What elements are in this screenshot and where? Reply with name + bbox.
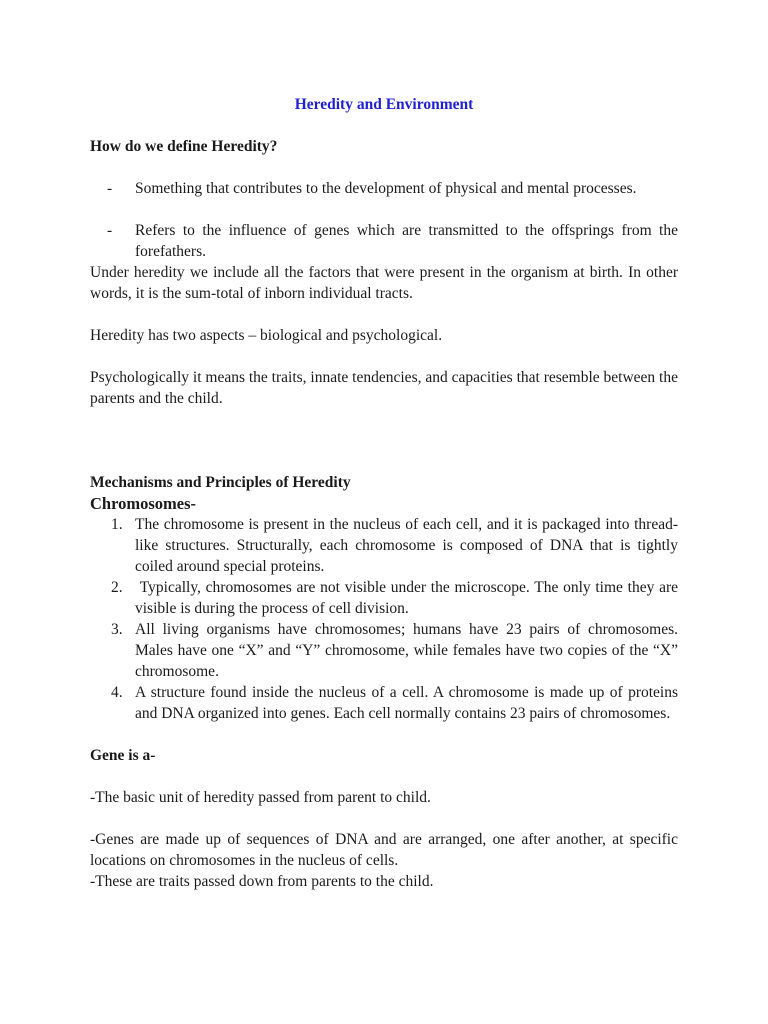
heredity-paragraph: Under heredity we include all the factors that were present in the organism at birth. In other words, it is the sum-total of inborn individual tracts.	[90, 264, 678, 302]
chromosome-list	[90, 514, 682, 724]
list-item-text: A structure found inside the nucleus of a cell. A chromosome is made up of proteins and DNA organized into genes. Each cell normally contains 23 pairs of chromosomes.	[135, 684, 678, 722]
gene-heading: Gene is a-	[90, 747, 156, 764]
spacer	[90, 724, 678, 745]
list-number: 1.	[111, 516, 123, 533]
document-title: Heredity and Environment	[294, 96, 474, 113]
spacer	[90, 115, 678, 136]
spacer	[90, 346, 678, 367]
spacer	[90, 304, 678, 325]
list-number: 2.	[111, 579, 123, 596]
chromosomes-heading: Chromosomes-	[90, 494, 197, 513]
mechanisms-heading: Mechanisms and Principles of Heredity	[90, 474, 351, 491]
definition-text: Something that contributes to the development of physical and mental processes.	[135, 180, 637, 197]
list-item	[90, 682, 678, 724]
gene-point: -The basic unit of heredity passed from parent to child.	[90, 789, 431, 806]
heredity-question-heading: How do we define Heredity?	[90, 138, 278, 155]
list-item-text: All living organisms have chromosomes; humans have 23 pairs of chromosomes. Males have one “X” and “Y” chromosome, while females have two copies of the “X” chromosome.	[135, 621, 678, 680]
dash-marker: -	[107, 180, 113, 197]
definition-item	[90, 178, 678, 199]
list-item	[90, 577, 682, 619]
spacer	[90, 157, 678, 178]
list-number: 4.	[111, 684, 123, 701]
gene-point: -Genes are made up of sequences of DNA and are arranged, one after another, at specific locations on chromosomes in the nucleus of cells.	[90, 831, 678, 869]
spacer	[90, 766, 678, 787]
gene-point: -These are traits passed down from parents to the child.	[90, 873, 434, 890]
list-item	[90, 514, 678, 577]
dash-marker: -	[107, 222, 113, 239]
spacer	[90, 409, 678, 472]
definition-list	[90, 178, 678, 262]
list-item-text: The chromosome is present in the nucleus of each cell, and it is packaged into thread-like structures. Structurally, each chromosome is composed of DNA that is tightly coiled around special proteins.	[135, 516, 678, 575]
spacer	[90, 808, 678, 829]
aspects-paragraph: Heredity has two aspects – biological and psychological.	[90, 327, 443, 344]
list-number: 3.	[111, 621, 123, 638]
definition-text: Refers to the influence of genes which are transmitted to the offsprings from the forefathers.	[135, 222, 678, 260]
list-item	[90, 619, 678, 682]
definition-item	[90, 220, 678, 262]
psychological-paragraph: Psychologically it means the traits, innate tendencies, and capacities that resemble between the parents and the child.	[90, 369, 678, 407]
list-item-text: Typically, chromosomes are not visible under the microscope. The only time they are visible is during the process of cell division.	[135, 579, 682, 617]
